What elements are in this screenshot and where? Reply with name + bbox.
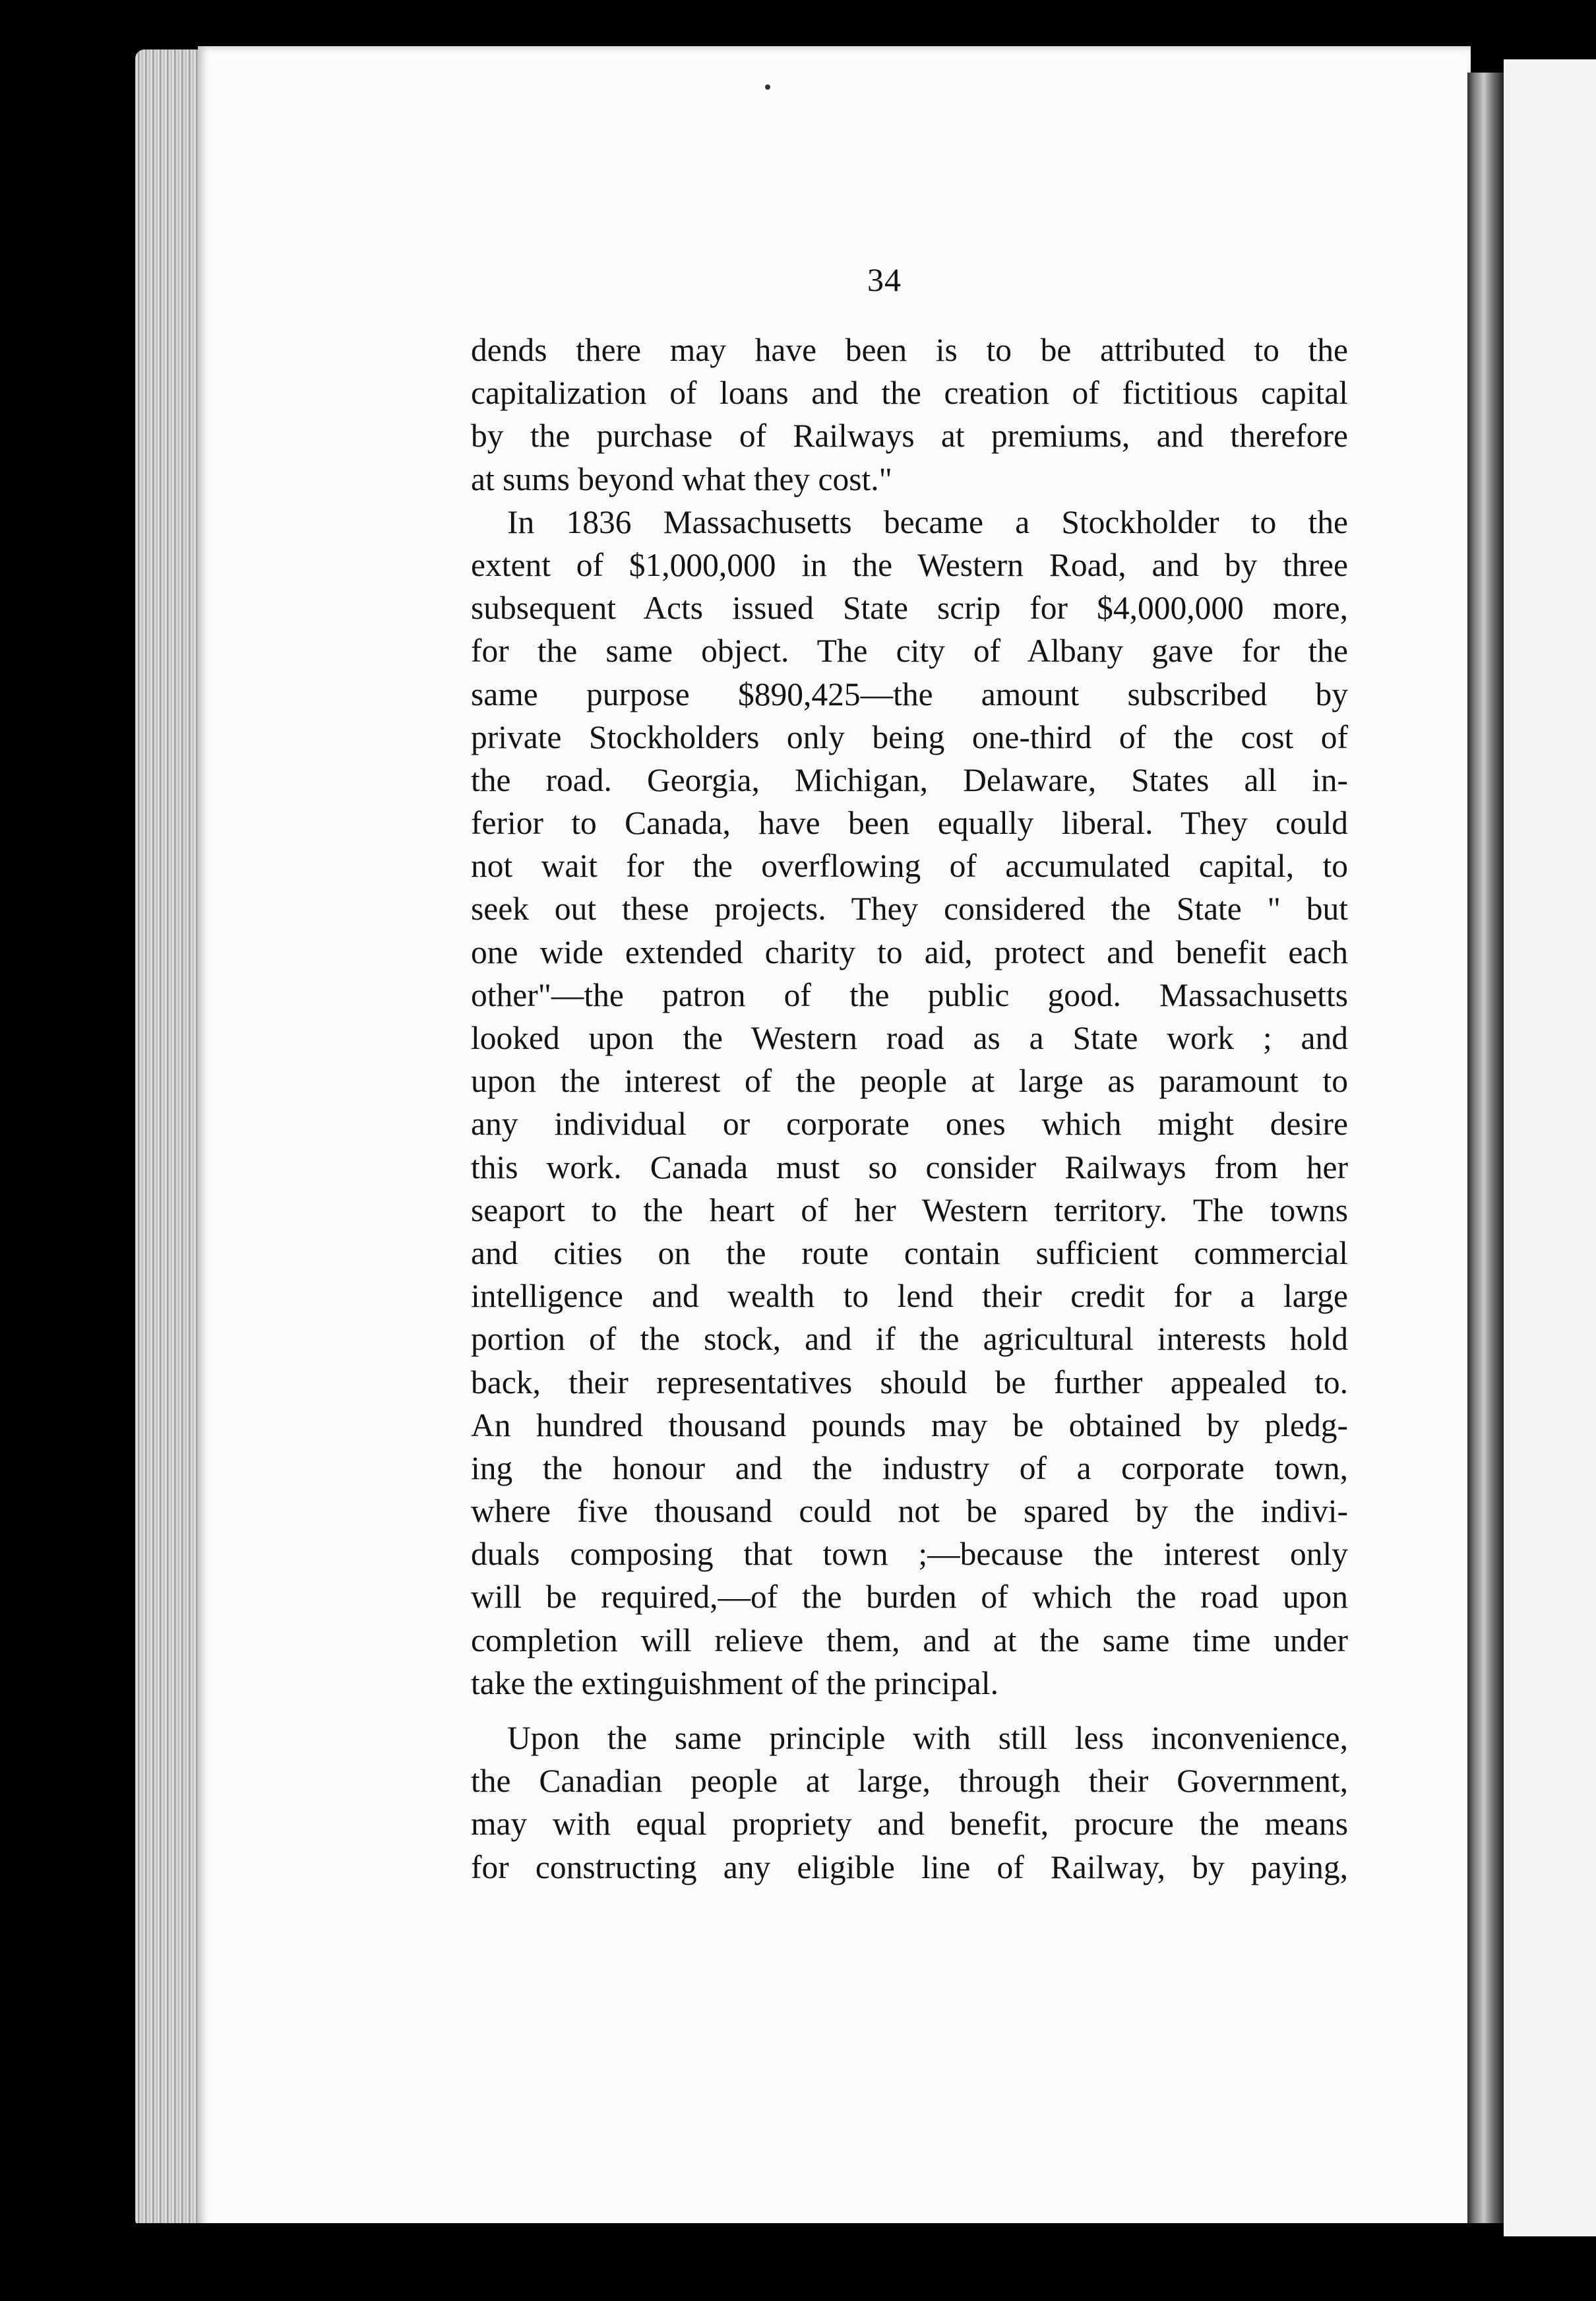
text-line: at sums beyond what they cost.": [471, 460, 892, 497]
speck: [765, 84, 770, 90]
text-line: not wait for the overflowing of accumulated capital, to: [471, 848, 1348, 885]
text-line: In 1836 Massachusetts became a Stockholder to the: [507, 503, 1348, 540]
body-text: [471, 329, 1348, 1889]
text-line: ferior to Canada, have been equally liberal. They could: [471, 805, 1348, 842]
text-line: will be required,—of the burden of which the road upon: [471, 1579, 1348, 1616]
text-line: where five thousand could not be spared by the indivi-: [471, 1493, 1348, 1530]
text-line: for constructing any eligible line of Railway, by paying,: [471, 1848, 1348, 1885]
text-line: dends there may have been is to be attributed to the: [471, 332, 1348, 368]
film-border-bottom: [135, 2223, 1504, 2301]
text-line: An hundred thousand pounds may be obtained by pledg-: [471, 1406, 1348, 1443]
text-line: capitalization of loans and the creation of fictitious capital: [471, 375, 1348, 412]
facing-page-edge: [1504, 59, 1596, 2236]
text-line: completion will relieve them, and at the same time under: [471, 1622, 1348, 1658]
text-line: ing the honour and the industry of a corporate town,: [471, 1449, 1348, 1486]
text-line: may with equal propriety and benefit, procure the means: [471, 1806, 1348, 1843]
text-line: any individual or corporate ones which might desire: [471, 1106, 1348, 1143]
text-line: duals composing that town ;—because the interest only: [471, 1536, 1348, 1573]
text-line: for the same object. The city of Albany gave for the: [471, 633, 1348, 670]
text-line: by the purchase of Railways at premiums, and therefore: [471, 418, 1348, 455]
text-line: take the extinguishment of the principal.: [471, 1664, 999, 1701]
text-line: seaport to the heart of her Western territory. The towns: [471, 1191, 1348, 1228]
text-line: and cities on the route contain sufficient commercial: [471, 1234, 1348, 1271]
text-line: extent of $1,000,000 in the Western Road, and by three: [471, 546, 1348, 583]
text-line: Upon the same principle with still less inconvenience,: [507, 1720, 1348, 1756]
book-gutter-right: [1467, 73, 1504, 2223]
text-line: upon the interest of the people at large as paramount to: [471, 1063, 1348, 1100]
text-line: the road. Georgia, Michigan, Delaware, States all in-: [471, 761, 1348, 798]
text-line: private Stockholders only being one-third of the cost of: [471, 718, 1348, 755]
text-line: intelligence and wealth to lend their credit for a large: [471, 1278, 1348, 1315]
text-line: other"—the patron of the public good. Massachusetts: [471, 976, 1348, 1013]
text-line: the Canadian people at large, through their Government,: [471, 1763, 1348, 1800]
page-number: 34: [867, 261, 902, 298]
text-line: looked upon the Western road as a State work ; and: [471, 1020, 1348, 1056]
text-line: one wide extended charity to aid, protect and benefit each: [471, 933, 1348, 970]
text-line: portion of the stock, and if the agricultural interests hold: [471, 1321, 1348, 1358]
text-line: same purpose $890,425—the amount subscribed by: [471, 676, 1348, 712]
text-line: this work. Canada must so consider Railways from her: [471, 1149, 1348, 1185]
text-line: seek out these projects. They considered the State " but: [471, 891, 1348, 928]
text-line: subsequent Acts issued State scrip for $4,000,000 more,: [471, 590, 1348, 627]
text-line: back, their representatives should be further appealed to.: [471, 1364, 1348, 1401]
